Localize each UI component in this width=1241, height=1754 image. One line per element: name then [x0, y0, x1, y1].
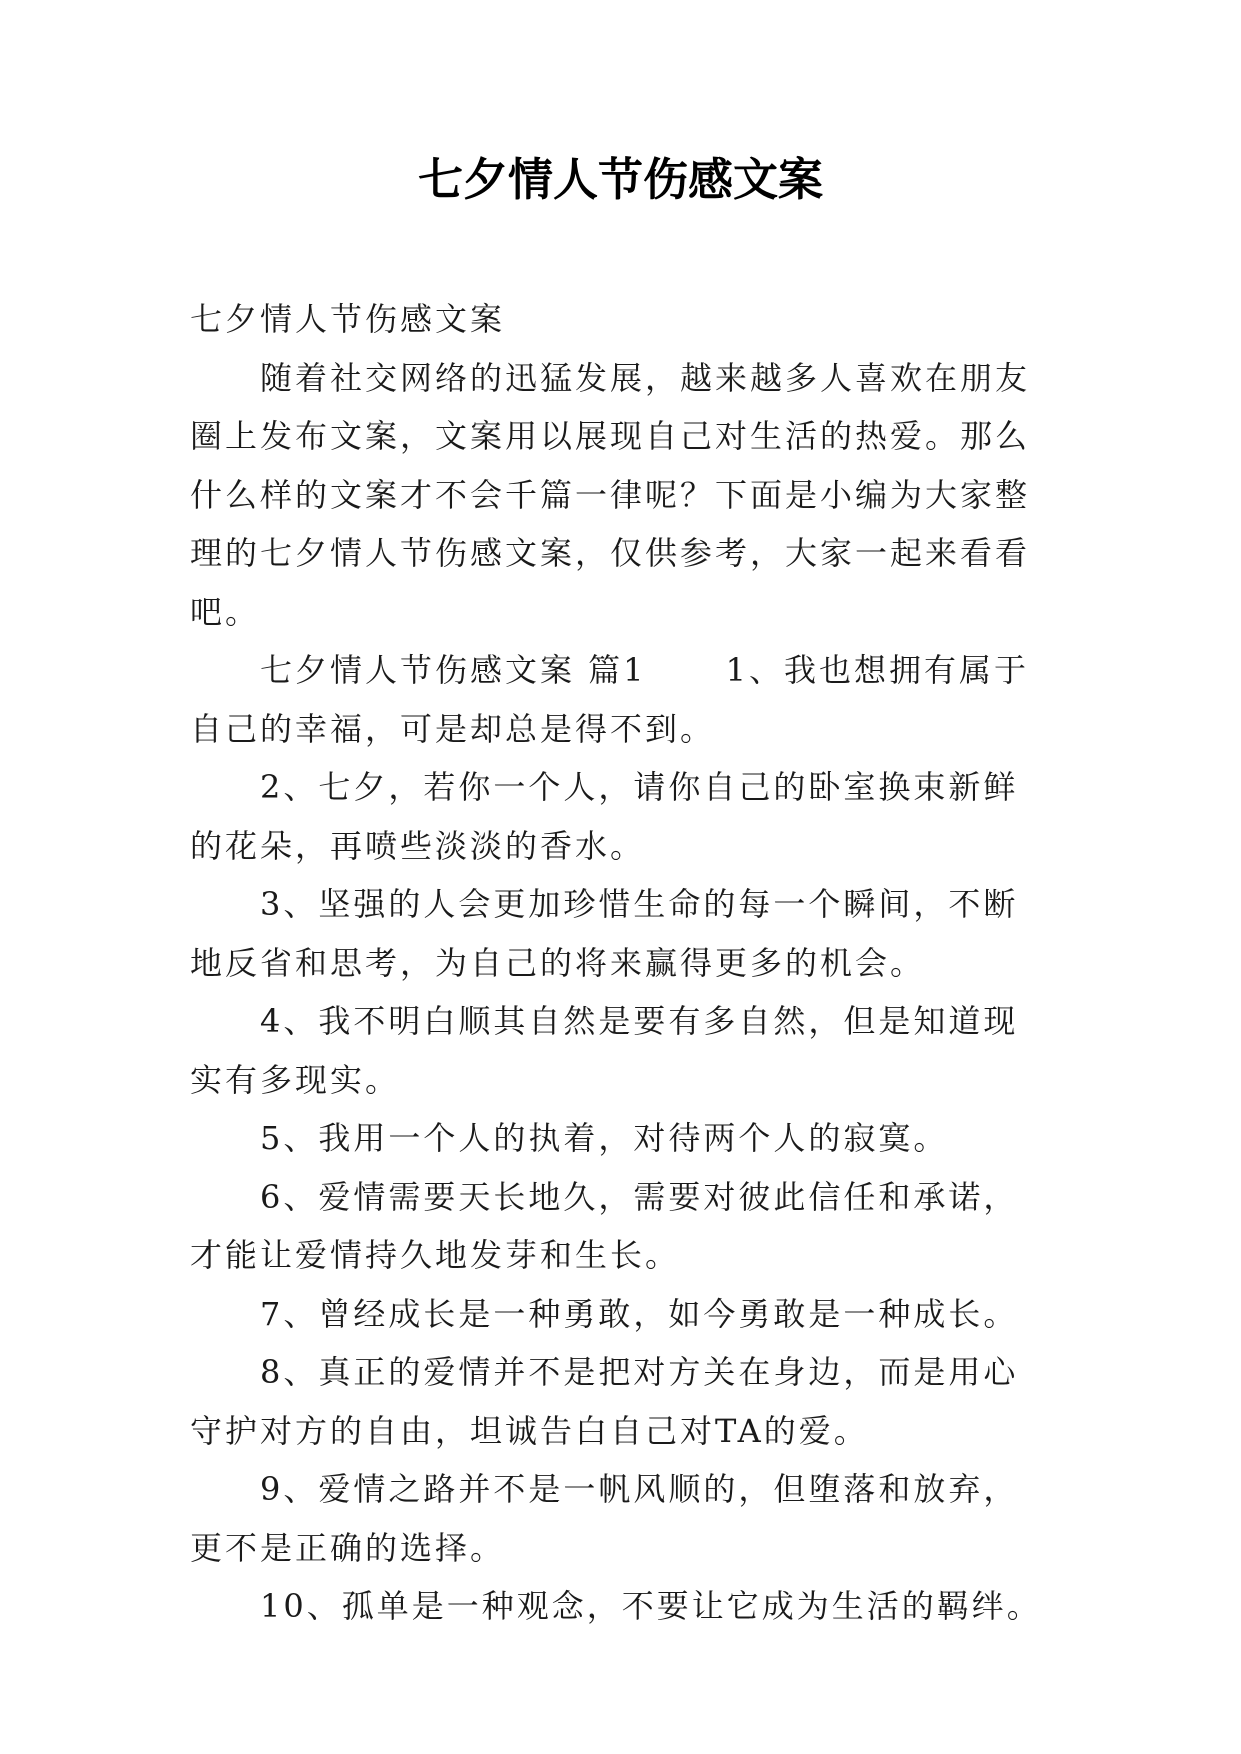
- section-heading: 七夕情人节伤感文案 篇1: [260, 651, 647, 689]
- list-item: 5、我用一个人的执着，对待两个人的寂寞。: [260, 1119, 949, 1157]
- list-item: 1、我也想拥有属于自己的幸福，可是却总是得不到。: [190, 651, 1029, 748]
- list-item: 6、爱情需要天长地久，需要对彼此信任和承诺，才能让爱情持久地发芽和生长。: [190, 1177, 1019, 1274]
- list-item: 7、曾经成长是一种勇敢，如今勇敢是一种成长。: [260, 1294, 1019, 1333]
- list-item: 9、爱情之路并不是一帆风顺的，但堕落和放弃，更不是正确的选择。: [190, 1470, 1019, 1567]
- document-body: [190, 290, 1050, 1636]
- list-item: 10、孤单是一种观念，不要让它成为生活的羁绊。: [260, 1587, 1042, 1625]
- list-item: 2、七夕，若你一个人，请你自己的卧室换束新鲜的花朵，再喷些淡淡的香水。: [190, 768, 1019, 865]
- section-paragraph: [190, 641, 1050, 758]
- document-title: 七夕情人节伤感文案: [417, 153, 823, 206]
- list-item: 8、真正的爱情并不是把对方关在身边，而是用心守护对方的自由，坦诚告白自己对TA的爱。: [190, 1353, 1019, 1450]
- list-item: 4、我不明白顺其自然是要有多自然，但是知道现实有多现实。: [190, 1002, 1019, 1099]
- document-subtitle: 七夕情人节伤感文案: [190, 300, 506, 338]
- list-item: 3、坚强的人会更加珍惜生命的每一个瞬间，不断地反省和思考，为自己的将来赢得更多的机会。: [190, 885, 1019, 982]
- intro-paragraph: 随着社交网络的迅猛发展，越来越多人喜欢在朋友圈上发布文案，文案用以展现自己对生活的热爱。那么什么样的文案才不会千篇一律呢？下面是小编为大家整理的七夕情人节伤感文案，仅供参考，大家一起来看看吧。: [190, 358, 1031, 631]
